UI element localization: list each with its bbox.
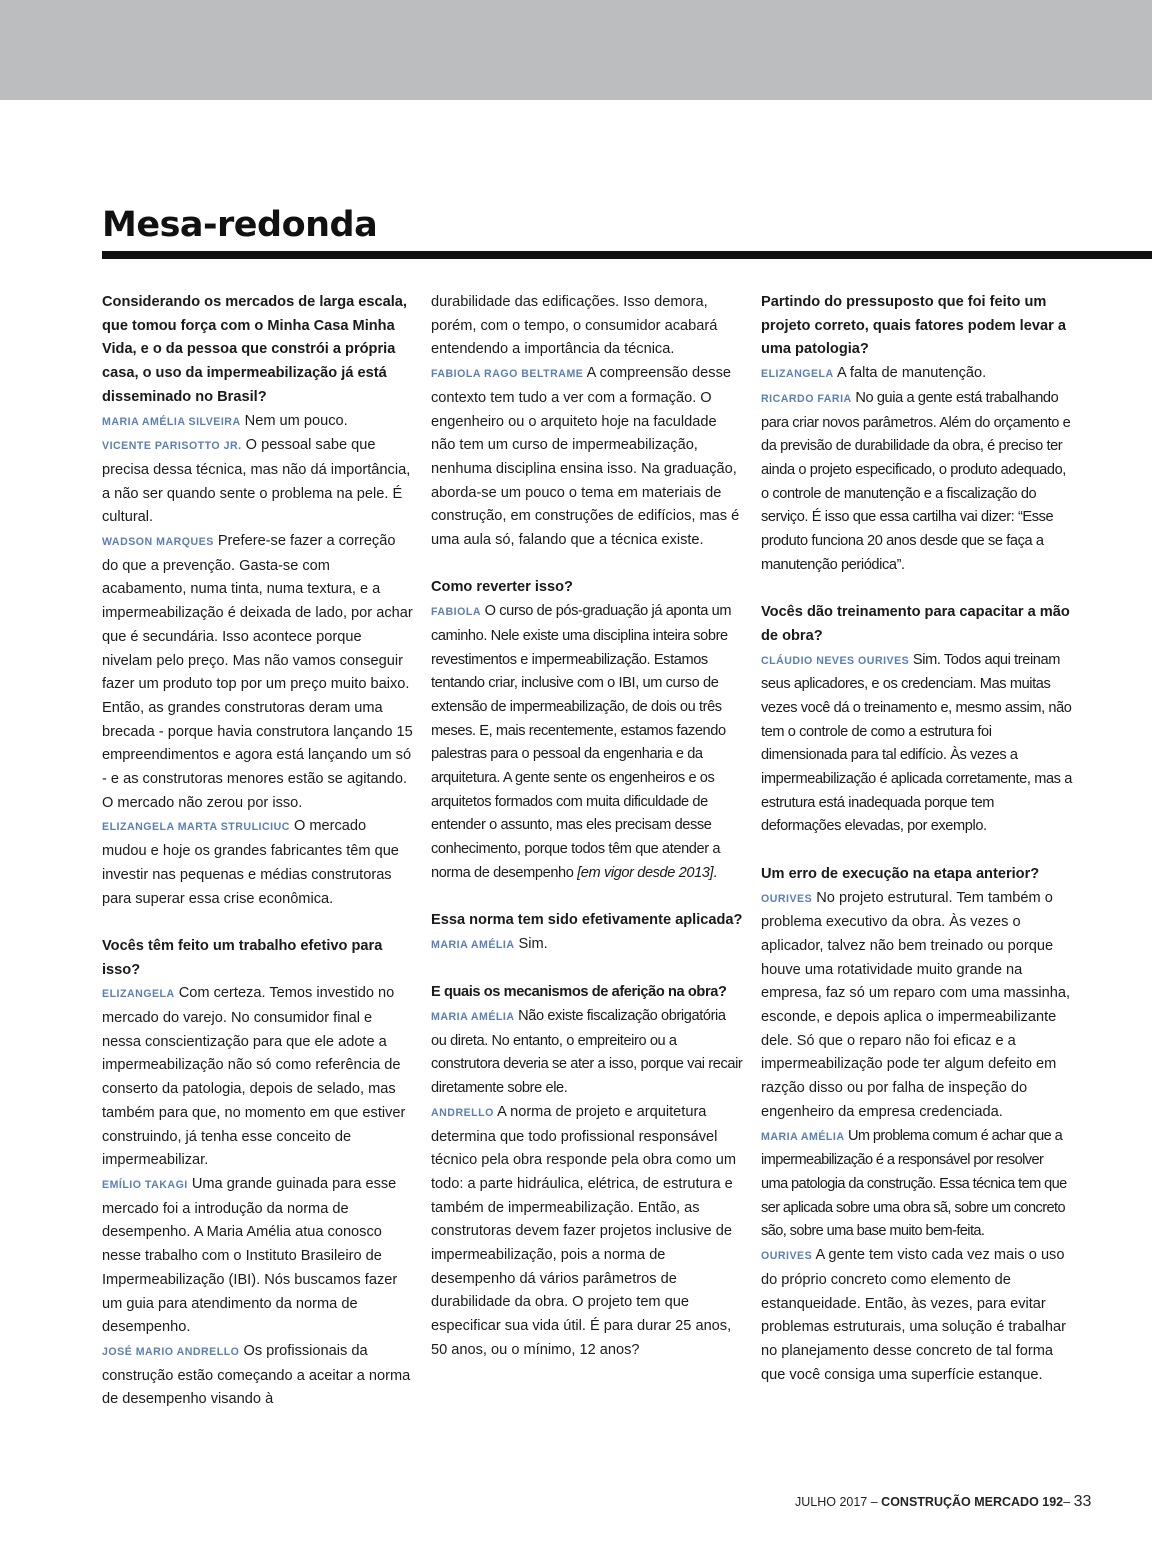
speaker-name: ELIZANGELA	[102, 988, 175, 1001]
answer-text: Os profissionais da construção estão começando a aceitar a norma de desempenho visando à	[102, 1342, 411, 1408]
title-rule	[102, 251, 1152, 259]
answer-paragraph	[761, 887, 1073, 1125]
answer-text: Não existe fiscalização obrigatória ou direta. No entanto, o empreiteiro ou a construtora deveria se ater a isso, porque vai recair diretamente sobre ele.	[431, 1008, 743, 1097]
answer-paragraph: durabilidade das edificações. Isso demora, porém, com o tempo, o consumidor acabará entendendo a importância da técnica.	[431, 294, 718, 358]
page-number: 33	[1073, 1493, 1092, 1510]
footer-separator: –	[1063, 1495, 1071, 1509]
answer-paragraph	[431, 1101, 743, 1363]
answer-text: Prefere-se fazer a correção do que a prevenção. Gasta-se com acabamento, numa tinta, numa textura, e a impermeabilização é deixada de lado, por achar que é secundária. Isso acontece porque nivelam pelo preço. Mas não vamos conseguir fazer um produto top por um preço muito baixo. Então, as grandes construtoras deram uma brecada - porque havia construtora lançando 15 empreendimentos e agora está lançando um só - e as construtoras menores estão se agitando. O mercado não zerou por isso.	[102, 533, 413, 811]
answer-paragraph	[102, 410, 414, 435]
question: Vocês têm feito um trabalho efetivo para isso?	[102, 937, 383, 978]
answer-paragraph	[102, 1340, 414, 1412]
answer-text: Sim.	[518, 935, 548, 952]
speaker-name: WADSON MARQUES	[102, 536, 214, 549]
answer-paragraph	[102, 982, 414, 1173]
speaker-name: VICENTE PARISOTTO JR.	[102, 440, 242, 453]
answer-text: A gente tem visto cada vez mais o uso do próprio concreto como elemento de estanqueidade. Então, às vezes, para evitar problemas estruturais, uma solução é trabalhar no planejamento desse concreto de tal forma que você consiga uma superfície estanque.	[761, 1247, 1067, 1383]
answer-text: A norma de projeto e arquitetura determina que todo profissional responsável técnico pela obra responde pela obra como um todo: a parte hidráulica, elétrica, de estrutura e também de impermeabilização. Então, as construtoras devem fazer projetos inclusive de impermeabilização, pois a norma de desempenho dá vários parâmetros de durabilidade da obra. O projeto tem que especificar sua vida útil. É para durar 25 anos, 50 anos, ou o mínimo, 12 anos?	[431, 1103, 737, 1358]
column-3	[761, 291, 1073, 1387]
magazine-name: CONSTRUÇÃO MERCADO 192	[881, 1495, 1064, 1509]
answer-text: No projeto estrutural. Tem também o problema executivo da obra. Às vezes o aplicador, talvez não bem treinado ou porque houve uma rotatividade muito grande na empresa, faz só um reparo com uma massinha, esconde, e depois aplica o impermeabilizante dele. Só que o reparo não foi eficaz e a impermeabilização pode ter algum defeito em razção disso ou por falha de inspeção do engenheiro da empresa credenciada.	[761, 889, 1071, 1120]
speaker-name: RICARDO FARIA	[761, 392, 852, 405]
speaker-name: MARIA AMÉLIA SILVEIRA	[102, 415, 241, 428]
editor-note: [em vigor desde 2013]	[577, 864, 714, 881]
answer-text: No guia a gente está trabalhando para criar novos parâmetros. Além do orçamento e da previsão de durabilidade da obra, é preciso ter ainda o projeto especificado, o produto adequado, o controle de manutenção e a fiscalização do serviço. É isso que essa cartilha vai dizer: “Esse produto funciona 20 anos desde que se faça a manutenção periódica”.	[761, 389, 1071, 573]
speaker-name: ANDRELLO	[431, 1106, 494, 1119]
answer-paragraph	[102, 1173, 414, 1340]
question: Partindo do pressuposto que foi feito um projeto correto, quais fatores podem levar a uma patologia?	[761, 294, 1066, 358]
speaker-name: FABIOLA RAGO BELTRAME	[431, 368, 584, 381]
speaker-name: ELIZANGELA MARTA STRULICIUC	[102, 821, 290, 834]
answer-text: O curso de pós-graduação já aponta um caminho. Nele existe uma disciplina inteira sobre revestimentos e impermeabilização. Estamos tentando criar, inclusive com o IBI, um curso de extensão de impermeabilização, de dois ou três meses. E, mais recentemente, estamos fazendo palestras para o pessoal da engenharia e da arquitetura. A gente sente os engenheiros e os arquitetos formados com muita dificuldade de entender o assunto, mas eles precisam desse conhecimento, porque todos têm que atender a norma de desempenho	[431, 603, 732, 881]
answer-text: Nem um pouco.	[244, 412, 348, 429]
answer-paragraph	[431, 362, 743, 553]
question: E quais os mecanismos de aferição na obra?	[431, 984, 727, 1001]
question: Essa norma tem sido efetivamente aplicada?	[431, 912, 743, 929]
answer-paragraph	[761, 362, 1073, 387]
speaker-name: EMÍLIO TAKAGI	[102, 1179, 188, 1191]
answer-paragraph	[431, 933, 743, 958]
speaker-name: MARIA AMÉLIA	[431, 938, 515, 951]
answer-paragraph	[102, 434, 414, 530]
speaker-name: OURIVES	[761, 892, 813, 905]
answer-text: Com certeza. Temos investido no mercado do varejo. No consumidor final e nessa conscientização para que ele adote a impermeabilização não só como referência de conserto da patologia, depois de selado, mas também para que, no momento em que estiver construindo, já tenha esse conceito de impermeabilizar.	[102, 985, 406, 1169]
question: Considerando os mercados de larga escala, que tomou força com o Minha Casa Minha Vida, e o da pessoa que constrói a própria casa, o uso da impermeabilização já está disseminado no Brasil?	[102, 294, 407, 405]
answer-text: Uma grande guinada para esse mercado foi a introdução da norma de desempenho. A Maria Amélia atua conosco nesse trabalho com o Instituto Brasileiro de Impermeabilização (IBI). Nós buscamos fazer um guia para atendimento da norma de desempenho.	[102, 1176, 398, 1336]
answer-paragraph	[761, 1244, 1073, 1387]
speaker-name: JOSÉ MARIO ANDRELLO	[102, 1345, 240, 1358]
column-1	[102, 291, 414, 1412]
page-footer	[795, 1493, 1091, 1511]
answer-paragraph	[761, 649, 1073, 840]
speaker-name: CLÁUDIO NEVES OURIVES	[761, 654, 910, 667]
speaker-name: OURIVES	[761, 1250, 813, 1263]
question: Um erro de execução na etapa anterior?	[761, 865, 1040, 882]
speaker-name: ELIZANGELA	[761, 368, 834, 381]
answer-paragraph	[102, 530, 414, 815]
issue-date: JULHO 2017 –	[795, 1495, 878, 1509]
section-title: Mesa-redonda	[102, 205, 378, 245]
speaker-name: FABIOLA	[431, 606, 481, 619]
answer-text: O mercado mudou e hoje os grandes fabricantes têm que investir nas pequenas e médias construtoras para superar essa crise econômica.	[102, 818, 399, 907]
answer-text: Sim. Todos aqui treinam seus aplicadores, e os credenciam. Mas muitas vezes você dá o treinamento e, mesmo assim, não tem o controle de como a estrutura foi dimensionada para tal edifício. Às vezes a impermeabilização é aplicada corretamente, mas a estrutura está inadequada porque tem deformações elevadas, por exemplo.	[761, 651, 1072, 835]
answer-paragraph	[102, 815, 414, 911]
answer-text: Um problema comum é achar que a impermeabilização é a responsável por resolver uma patologia da construção. Essa técnica tem que ser aplicada sobre uma obra sã, sobre um concreto são, sobre uma base muito bem-feita.	[761, 1127, 1067, 1240]
answer-text: O pessoal sabe que precisa dessa técnica, mas não dá importância, a não ser quando sente o problema na pele. É cultural.	[102, 437, 411, 526]
answer-paragraph	[761, 387, 1073, 578]
question: Vocês dão treinamento para capacitar a mão de obra?	[761, 604, 1070, 644]
answer-text: A falta de manutenção.	[836, 365, 987, 382]
speaker-name: MARIA AMÉLIA	[761, 1130, 845, 1143]
answer-paragraph: FABIOLA O curso de pós-graduação já aponta um caminho. Nele existe uma disciplina inteira sobre revestimentos e impermeabilização. Estamos tentando criar, inclusive com o IBI, um curso de extensão de impermeabilização, de dois ou três meses. E, mais recentemente, estamos fazendo palestras para o pessoal da engenharia e da arquitetura. A gente sente os engenheiros e os arquitetos formados com muita dificuldade de entender o assunto, mas eles precisam desse conhecimento, porque todos têm que atender a norma de desempenho [em vigor desde 2013].	[431, 603, 732, 881]
answer-text: A compreensão desse contexto tem tudo a ver com a formação. O engenheiro ou o arquiteto hoje na faculdade não tem um curso de impermeabilização, nenhuma disciplina ensina isso. Na graduação, aborda-se um pouco o tema em materiais de construção, em construções de edifícios, mas é uma aula só, falando que a técnica existe.	[431, 365, 740, 549]
answer-paragraph	[761, 1125, 1073, 1245]
answer-paragraph	[431, 1005, 743, 1101]
column-2	[431, 291, 743, 1363]
top-gray-band	[0, 0, 1152, 100]
speaker-name: MARIA AMÉLIA	[431, 1011, 515, 1024]
question: Como reverter isso?	[431, 579, 573, 596]
